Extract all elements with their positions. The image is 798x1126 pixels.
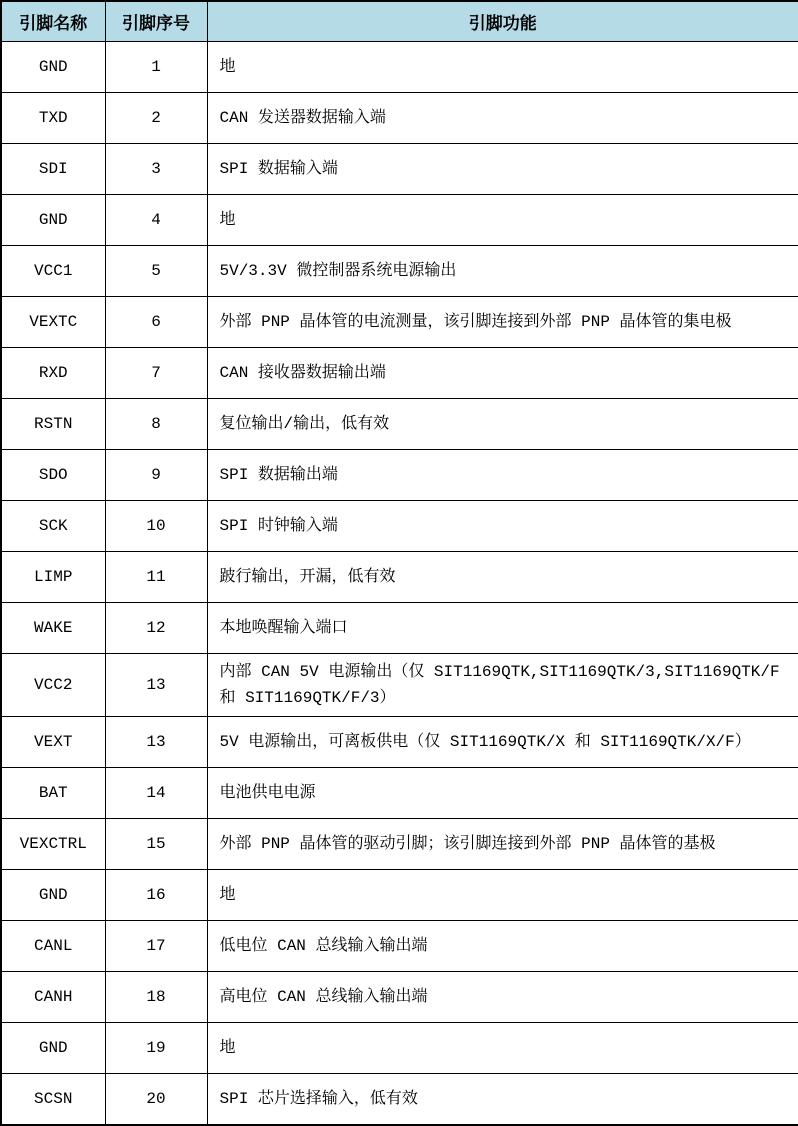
table-row xyxy=(1,717,798,768)
table-row xyxy=(1,93,798,144)
pin-function-cell: 低电位 CAN 总线输入输出端 xyxy=(207,921,798,972)
table-row xyxy=(1,195,798,246)
table-row xyxy=(1,144,798,195)
pin-function-cell: SPI 数据输出端 xyxy=(207,450,798,501)
table-row xyxy=(1,399,798,450)
table-row xyxy=(1,246,798,297)
pin-number-cell: 17 xyxy=(105,921,207,972)
pin-number-cell: 13 xyxy=(105,717,207,768)
pin-function-cell: 地 xyxy=(207,1023,798,1074)
pin-name-cell: VEXTC xyxy=(1,297,105,348)
pin-name-cell: SDI xyxy=(1,144,105,195)
pin-function-cell: 高电位 CAN 总线输入输出端 xyxy=(207,972,798,1023)
pin-number-cell: 15 xyxy=(105,819,207,870)
pin-function-cell: SPI 时钟输入端 xyxy=(207,501,798,552)
pin-function-cell: 外部 PNP 晶体管的电流测量，该引脚连接到外部 PNP 晶体管的集电极 xyxy=(207,297,798,348)
column-header-pin-name: 引脚名称 xyxy=(1,1,105,42)
pin-name-cell: VEXT xyxy=(1,717,105,768)
column-header-pin-number: 引脚序号 xyxy=(105,1,207,42)
pin-name-cell: GND xyxy=(1,195,105,246)
pin-number-cell: 2 xyxy=(105,93,207,144)
pin-number-cell: 6 xyxy=(105,297,207,348)
pin-function-cell: 5V/3.3V 微控制器系统电源输出 xyxy=(207,246,798,297)
pin-table-body xyxy=(1,42,798,1126)
pin-function-cell: 本地唤醒输入端口 xyxy=(207,603,798,654)
pin-number-cell: 4 xyxy=(105,195,207,246)
pin-function-cell: 地 xyxy=(207,870,798,921)
table-row xyxy=(1,768,798,819)
pin-name-cell: CANH xyxy=(1,972,105,1023)
column-header-pin-function: 引脚功能 xyxy=(207,1,798,42)
table-row xyxy=(1,501,798,552)
pin-number-cell: 14 xyxy=(105,768,207,819)
pin-name-cell: GND xyxy=(1,1023,105,1074)
pin-name-cell: BAT xyxy=(1,768,105,819)
pin-name-cell: RSTN xyxy=(1,399,105,450)
pin-name-cell: GND xyxy=(1,870,105,921)
pin-function-cell: CAN 发送器数据输入端 xyxy=(207,93,798,144)
pin-name-cell: GND xyxy=(1,42,105,93)
header-row xyxy=(1,1,798,42)
pin-name-cell: TXD xyxy=(1,93,105,144)
pin-name-cell: WAKE xyxy=(1,603,105,654)
pin-name-cell: SDO xyxy=(1,450,105,501)
pin-function-cell: 跛行输出，开漏，低有效 xyxy=(207,552,798,603)
pin-number-cell: 9 xyxy=(105,450,207,501)
pin-number-cell: 13 xyxy=(105,654,207,717)
table-row xyxy=(1,603,798,654)
table-row xyxy=(1,450,798,501)
pin-number-cell: 11 xyxy=(105,552,207,603)
pin-function-cell: 地 xyxy=(207,195,798,246)
pin-number-cell: 5 xyxy=(105,246,207,297)
pin-number-cell: 1 xyxy=(105,42,207,93)
pin-name-cell: SCSN xyxy=(1,1074,105,1126)
pin-function-cell: SPI 数据输入端 xyxy=(207,144,798,195)
table-row xyxy=(1,42,798,93)
pin-function-cell: CAN 接收器数据输出端 xyxy=(207,348,798,399)
pin-number-cell: 12 xyxy=(105,603,207,654)
table-row xyxy=(1,297,798,348)
pin-number-cell: 10 xyxy=(105,501,207,552)
table-row xyxy=(1,819,798,870)
pin-number-cell: 8 xyxy=(105,399,207,450)
table-row xyxy=(1,1074,798,1126)
pin-number-cell: 7 xyxy=(105,348,207,399)
pin-function-cell: 地 xyxy=(207,42,798,93)
pin-function-cell: 内部 CAN 5V 电源输出（仅 SIT1169QTK,SIT1169QTK/3,SIT1169QTK/F 和 SIT1169QTK/F/3） xyxy=(207,654,798,717)
table-row xyxy=(1,921,798,972)
pin-name-cell: LIMP xyxy=(1,552,105,603)
pin-function-cell: 5V 电源输出，可离板供电（仅 SIT1169QTK/X 和 SIT1169QTK/X/F） xyxy=(207,717,798,768)
pin-name-cell: SCK xyxy=(1,501,105,552)
pin-function-cell: 复位输出/输出，低有效 xyxy=(207,399,798,450)
pin-name-cell: VEXCTRL xyxy=(1,819,105,870)
pin-name-cell: VCC2 xyxy=(1,654,105,717)
pin-function-cell: 外部 PNP 晶体管的驱动引脚；该引脚连接到外部 PNP 晶体管的基极 xyxy=(207,819,798,870)
table-row xyxy=(1,552,798,603)
pin-number-cell: 20 xyxy=(105,1074,207,1126)
pin-name-cell: CANL xyxy=(1,921,105,972)
table-row xyxy=(1,972,798,1023)
pin-number-cell: 3 xyxy=(105,144,207,195)
pin-name-cell: VCC1 xyxy=(1,246,105,297)
pin-function-cell: SPI 芯片选择输入，低有效 xyxy=(207,1074,798,1126)
pin-number-cell: 19 xyxy=(105,1023,207,1074)
pin-number-cell: 18 xyxy=(105,972,207,1023)
table-row xyxy=(1,1023,798,1074)
table-row xyxy=(1,348,798,399)
pin-number-cell: 16 xyxy=(105,870,207,921)
table-row xyxy=(1,654,798,717)
pin-name-cell: RXD xyxy=(1,348,105,399)
table-row xyxy=(1,870,798,921)
pin-function-cell: 电池供电电源 xyxy=(207,768,798,819)
